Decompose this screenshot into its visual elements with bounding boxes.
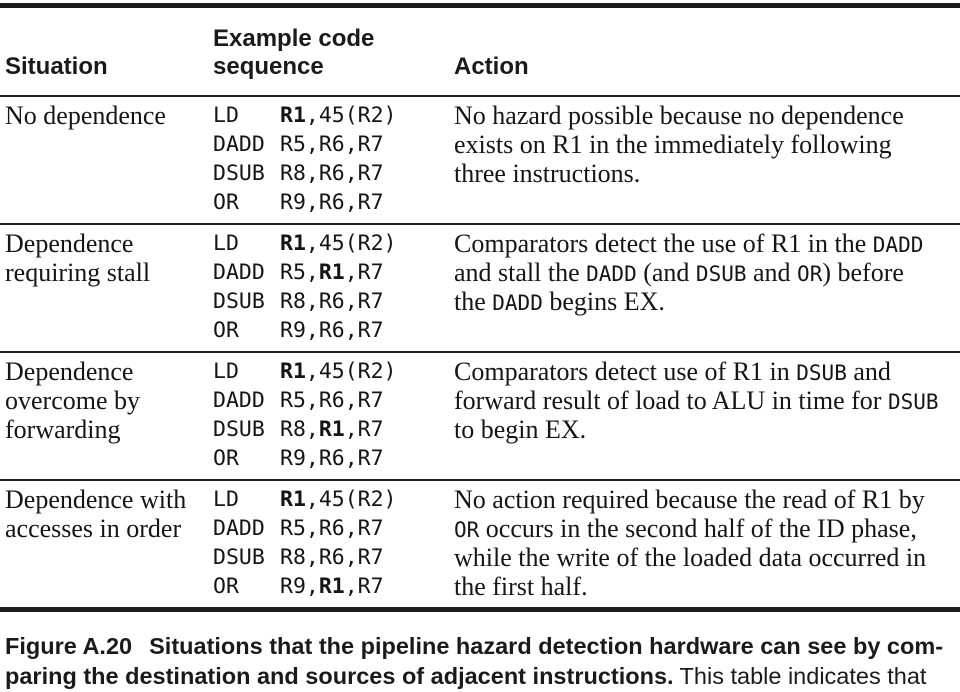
situation-text: Dependence with (5, 485, 187, 514)
code-operands (280, 417, 384, 442)
code-sequence-cell (213, 101, 443, 217)
column-header-code-line-2: sequence (213, 53, 324, 80)
code-operand: R9,R6,R7 (280, 190, 384, 215)
code-operands (280, 545, 384, 570)
code-operand: R5,R6,R7 (280, 516, 384, 541)
code-operand: R8,R6,R7 (280, 289, 384, 314)
code-operands (280, 388, 384, 413)
code-operand: R9,R6,R7 (280, 318, 384, 343)
code-operand: R5,R6,R7 (280, 388, 384, 413)
situation-text: accesses in order (5, 514, 182, 543)
action-line (454, 386, 956, 415)
table-row (0, 225, 960, 353)
code-opcode: DADD (213, 132, 265, 157)
code-line (213, 543, 443, 572)
code-line (213, 415, 443, 444)
action-text: (and (636, 258, 696, 287)
code-line (213, 572, 443, 601)
action-line (454, 357, 956, 386)
figure-caption (5, 631, 955, 691)
code-line (213, 444, 443, 473)
action-line (454, 130, 956, 159)
action-code-text: DADD (872, 233, 924, 257)
situation-text: requiring stall (5, 258, 151, 287)
code-opcode: DSUB (213, 417, 265, 442)
action-cell (454, 101, 956, 188)
code-line (213, 386, 443, 415)
code-sequence-cell (213, 229, 443, 345)
caption-line-2 (5, 661, 955, 691)
code-operands (280, 574, 384, 599)
column-header-code-sequence (213, 25, 374, 81)
code-line (213, 514, 443, 543)
code-operands (280, 190, 384, 215)
column-header-action (454, 53, 529, 81)
action-line (454, 485, 956, 514)
caption-line-1 (5, 631, 955, 661)
action-code-text: OR (797, 262, 823, 286)
code-line (213, 130, 443, 159)
table-row (0, 481, 960, 607)
action-text: begins EX. (542, 287, 665, 316)
action-line (454, 258, 956, 287)
action-text: while the write of the loaded data occurred in (454, 543, 927, 572)
code-operand: ,45(R2) (305, 487, 397, 512)
code-line (213, 101, 443, 130)
code-sequence-cell (213, 357, 443, 473)
code-operands (280, 359, 397, 384)
action-text: occurs in the second half of the ID phase, (479, 514, 917, 543)
top-thick-rule (0, 3, 960, 8)
table-row (0, 353, 960, 481)
code-operand: R8,R6,R7 (280, 545, 384, 570)
action-line (454, 543, 956, 572)
code-line (213, 159, 443, 188)
action-code-text: DADD (586, 262, 637, 286)
action-code-text: OR (454, 518, 480, 542)
action-text: Comparators detect the use of R1 in the (454, 229, 873, 258)
code-operand-highlighted: R1 (318, 574, 345, 599)
code-operands (280, 103, 397, 128)
table-row (0, 97, 960, 225)
action-text: Comparators detect use of R1 in (454, 357, 797, 386)
situation-text: No dependence (5, 101, 166, 130)
code-operands (280, 289, 384, 314)
figure-label: Figure A.20 (5, 633, 133, 659)
action-code-text: DSUB (695, 262, 747, 286)
code-opcode: LD (213, 487, 239, 512)
code-operand: ,45(R2) (305, 359, 397, 384)
code-operands (280, 260, 384, 285)
code-operand: ,45(R2) (305, 231, 397, 256)
code-opcode: OR (213, 446, 239, 471)
action-cell (454, 229, 956, 316)
action-text: three instructions. (454, 159, 641, 188)
action-text: and (746, 258, 798, 287)
action-line (454, 514, 956, 543)
action-text: exists on R1 in the immediately following (454, 130, 892, 159)
code-operand-highlighted: R1 (318, 417, 345, 442)
code-operand: ,R7 (344, 417, 384, 442)
code-line (213, 229, 443, 258)
column-header-situation (5, 53, 108, 81)
code-operand-highlighted: R1 (318, 260, 345, 285)
code-operand: R5,R6,R7 (280, 132, 384, 157)
code-line (213, 316, 443, 345)
action-line (454, 159, 956, 188)
code-line (213, 485, 443, 514)
code-operand: R9,R6,R7 (280, 446, 384, 471)
code-opcode: DSUB (213, 161, 265, 186)
action-line (454, 229, 956, 258)
code-sequence-cell (213, 485, 443, 601)
situation-text: overcome by (5, 386, 141, 415)
code-opcode: LD (213, 359, 239, 384)
code-operand-highlighted: R1 (280, 487, 306, 512)
action-text: No action required because the read of R1 by (454, 485, 925, 514)
situation-cell (5, 229, 205, 287)
action-text: and stall the (454, 258, 587, 287)
situation-text: Dependence (5, 357, 134, 386)
code-operand-highlighted: R1 (280, 103, 306, 128)
action-text: to begin EX. (454, 415, 587, 444)
action-cell (454, 485, 956, 601)
code-opcode: OR (213, 574, 239, 599)
code-opcode: LD (213, 103, 239, 128)
action-text: ) before (822, 258, 904, 287)
code-line (213, 357, 443, 386)
situation-cell (5, 357, 205, 444)
bottom-thick-rule (0, 607, 960, 612)
caption-title-continued: paring the destination and sources of adjacent instructions. (5, 663, 674, 689)
code-line (213, 258, 443, 287)
action-text: and (846, 357, 891, 386)
situation-text: forwarding (5, 415, 121, 444)
action-line (454, 415, 956, 444)
code-opcode: DSUB (213, 289, 265, 314)
action-text: No hazard possible because no dependence (454, 101, 904, 130)
action-text: the (454, 287, 493, 316)
code-opcode: DSUB (213, 545, 265, 570)
situation-cell (5, 485, 205, 543)
code-operand: R5, (280, 260, 319, 285)
code-line (213, 188, 443, 217)
code-operand-highlighted: R1 (280, 231, 306, 256)
code-operand: R9, (280, 574, 319, 599)
code-operand: ,R7 (344, 260, 384, 285)
code-operands (280, 446, 384, 471)
column-header-action-text: Action (454, 53, 529, 80)
table-body (0, 97, 960, 607)
code-operand: R8,R6,R7 (280, 161, 384, 186)
code-opcode: OR (213, 318, 239, 343)
code-operands (280, 318, 384, 343)
code-opcode: LD (213, 231, 239, 256)
code-opcode: DADD (213, 516, 265, 541)
code-operand: R8, (280, 417, 319, 442)
code-operands (280, 516, 384, 541)
action-line (454, 572, 956, 601)
situation-cell (5, 101, 205, 130)
action-code-text: DSUB (887, 390, 939, 414)
caption-body-text: This table indicates that (679, 663, 927, 689)
code-opcode: DADD (213, 388, 265, 413)
action-cell (454, 357, 956, 444)
code-operands (280, 487, 397, 512)
code-operand: ,R7 (344, 574, 384, 599)
situation-text: Dependence (5, 229, 134, 258)
caption-title: Situations that the pipeline hazard detection hardware can see by com- (149, 633, 944, 659)
code-opcode: DADD (213, 260, 265, 285)
action-code-text: DADD (492, 291, 543, 315)
action-text: the first half. (454, 572, 588, 601)
code-operand-highlighted: R1 (280, 359, 306, 384)
code-line (213, 287, 443, 316)
code-operands (280, 231, 397, 256)
code-operand: ,45(R2) (305, 103, 397, 128)
column-header-situation-text: Situation (5, 53, 108, 80)
action-text: forward result of load to ALU in time for (454, 386, 888, 415)
column-header-code-line-1: Example code (213, 25, 375, 52)
action-code-text: DSUB (796, 361, 847, 385)
action-line (454, 287, 956, 316)
code-operands (280, 132, 384, 157)
code-operands (280, 161, 384, 186)
action-line (454, 101, 956, 130)
code-opcode: OR (213, 190, 239, 215)
